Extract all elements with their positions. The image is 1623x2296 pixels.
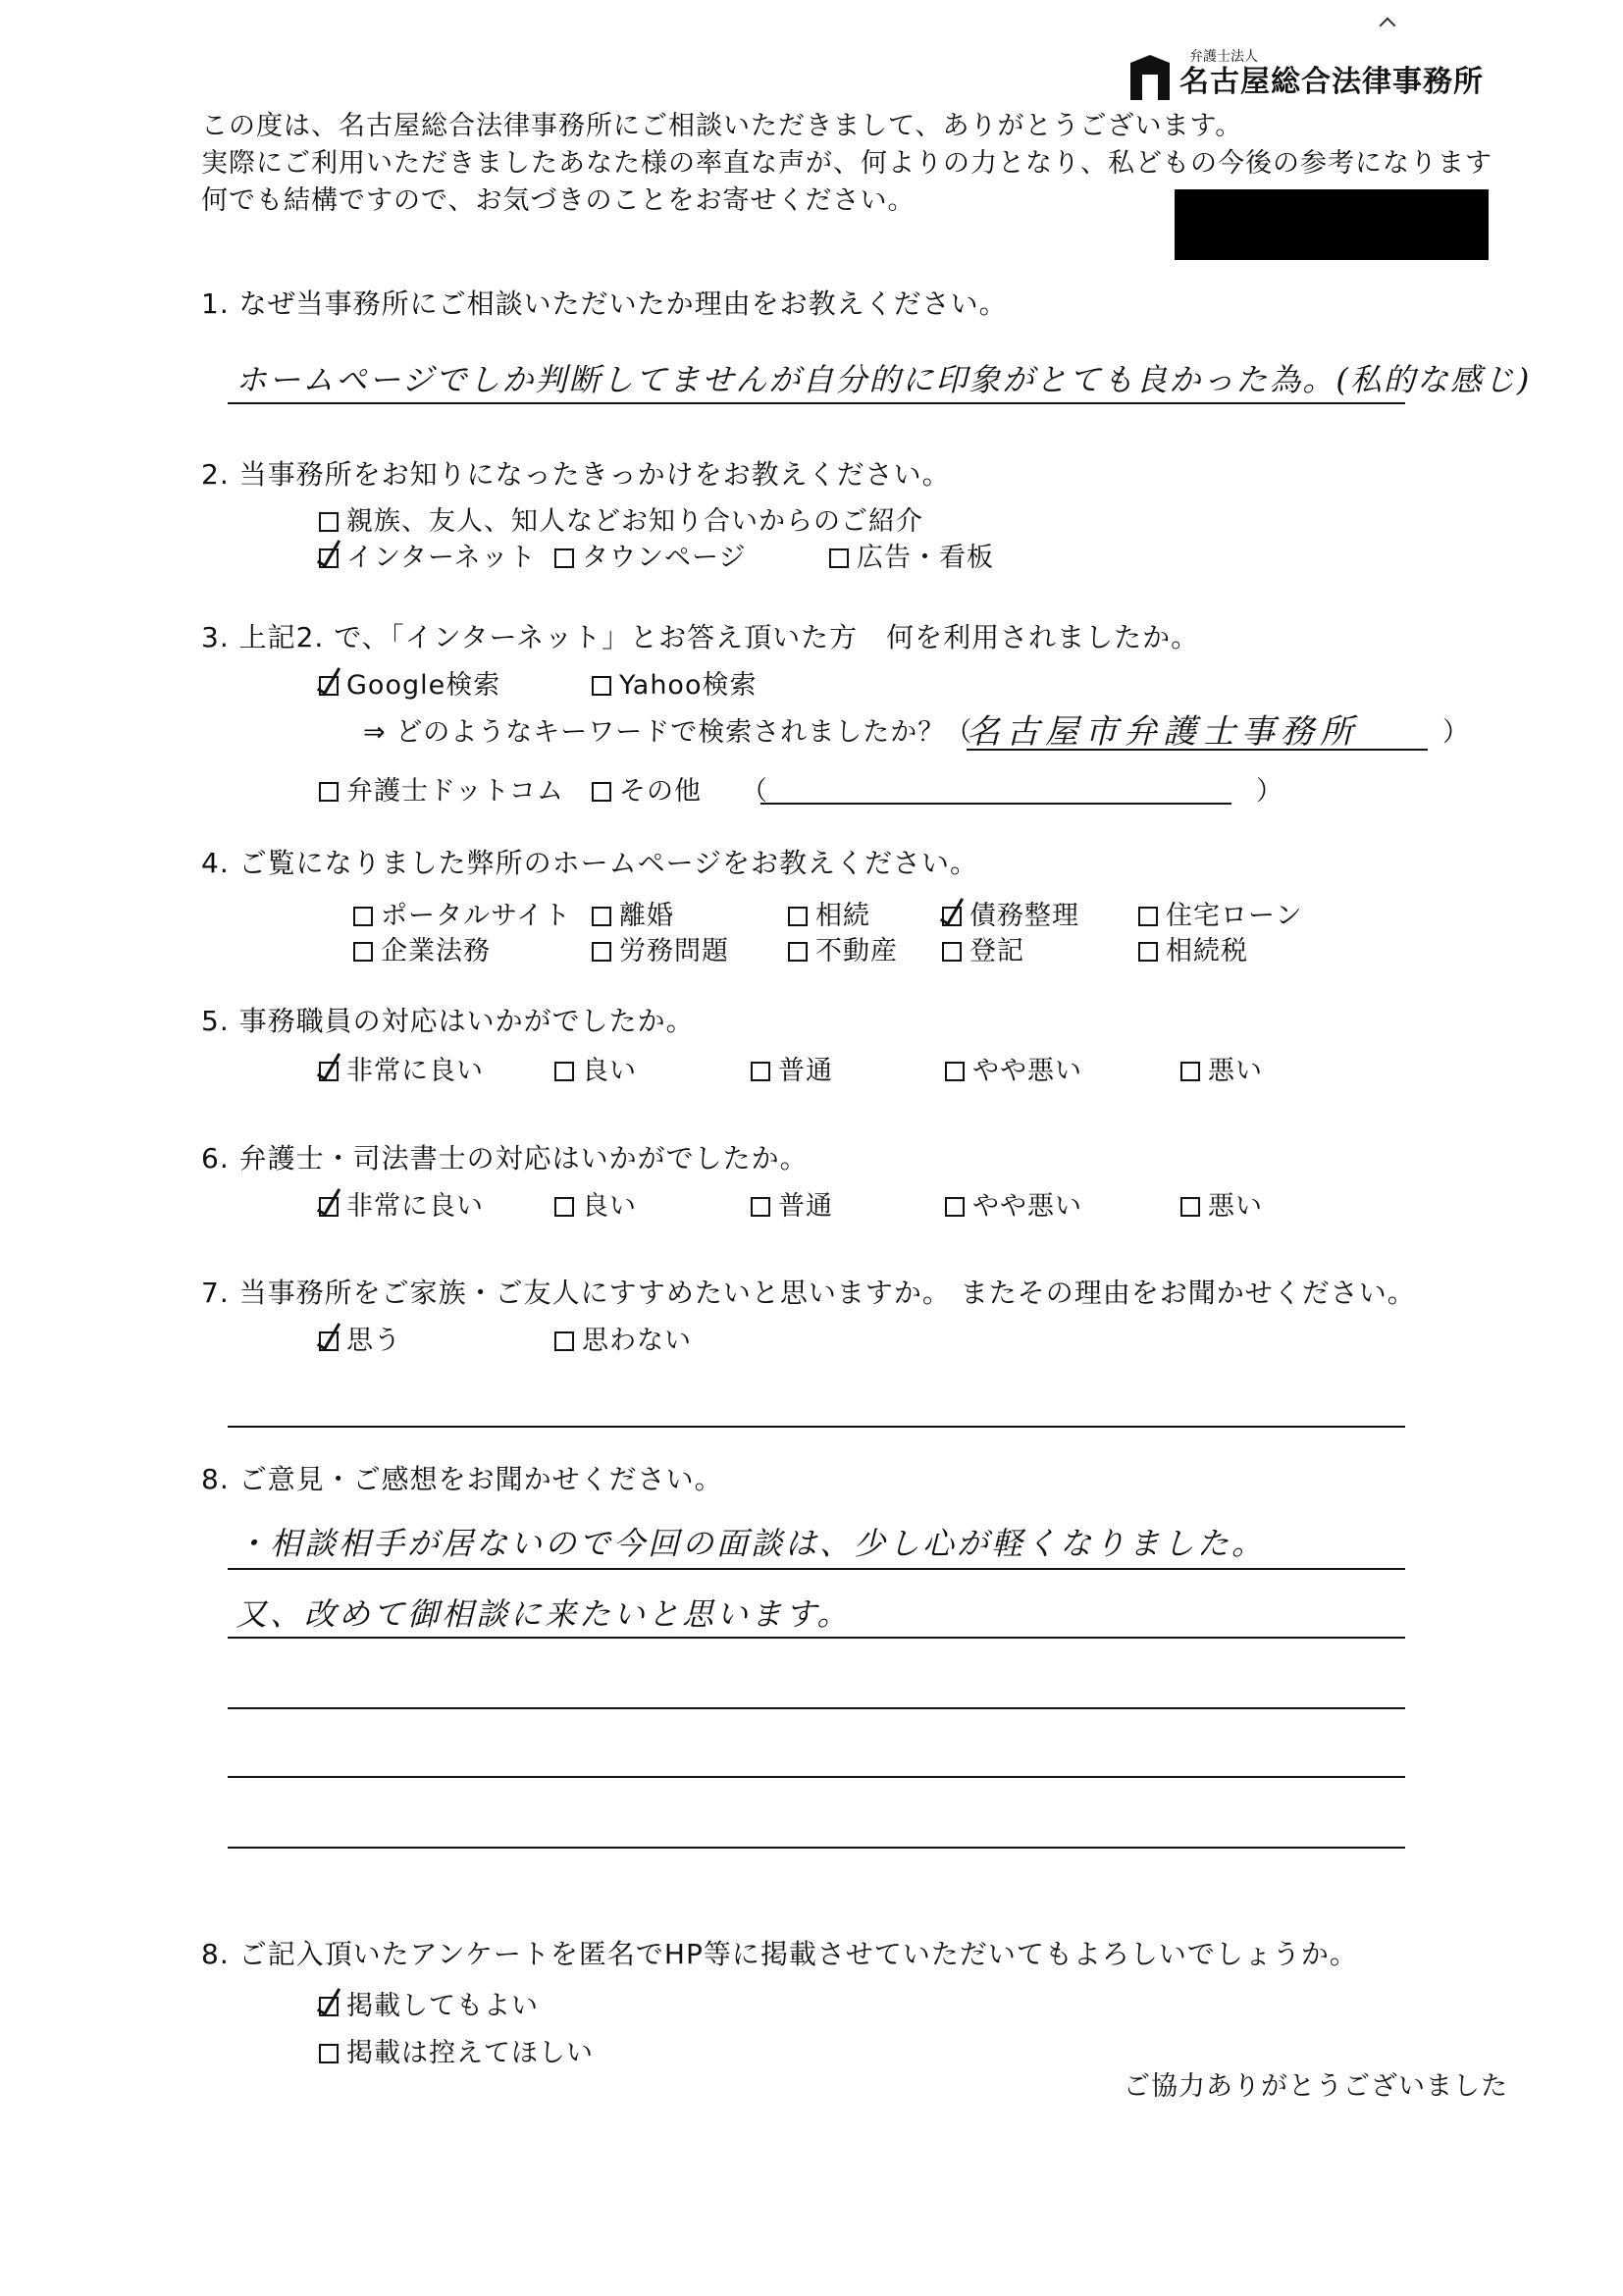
option-label: 債務整理: [969, 901, 1079, 931]
option-label: タウンページ: [582, 543, 747, 573]
q1-question: 1. なぜ当事務所にご相談いただいたか理由をお教えください。: [201, 287, 1008, 320]
option-label: 良い: [582, 1056, 637, 1086]
q8-line-1: [228, 1568, 1405, 1570]
q8-answer-line-1: ・相談相手が居ないので今回の面談は、少し心が軽くなりました。: [236, 1525, 1267, 1562]
checkbox[interactable]: [554, 548, 574, 568]
q5-option-bad[interactable]: [1180, 1055, 1263, 1088]
option-label: 掲載してもよい: [346, 1991, 539, 2021]
q4-option-registry[interactable]: [942, 935, 1024, 968]
checkbox[interactable]: [829, 548, 849, 568]
q5-option-normal[interactable]: [751, 1055, 833, 1088]
q9-question: 8. ご記入頂いたアンケートを匿名でHP等に掲載させていただいてもよろしいでしょうか。: [201, 1938, 1358, 1970]
option-label: 広告・看板: [857, 543, 994, 573]
redaction-box: [1175, 189, 1489, 260]
q2-option-referral[interactable]: [319, 505, 923, 539]
checkbox[interactable]: [592, 942, 611, 962]
q4-option-debt[interactable]: [942, 900, 1079, 933]
checkbox[interactable]: [942, 942, 962, 962]
checkbox[interactable]: [554, 1197, 574, 1217]
q5-option-very-good[interactable]: [319, 1055, 484, 1088]
intro-line-1: この度は、名古屋総合法律事務所にご相談いただきまして、ありがとうございます。: [201, 111, 1243, 141]
q7-question: 7. 当事務所をご家族・ご友人にすすめたいと思いますか。 またその理由をお聞かせください。: [201, 1277, 1416, 1309]
q3-keyword-answer[interactable]: 名古屋市弁護士事務所: [967, 712, 1359, 752]
option-label: ポータルサイト: [381, 901, 572, 931]
q8-answer-line-2: 又、改めて御相談に来たいと思います。: [236, 1595, 852, 1633]
q9-option-allow[interactable]: [319, 1990, 539, 2023]
q4-option-divorce[interactable]: [592, 900, 674, 933]
q3-option-yahoo[interactable]: [592, 669, 757, 703]
q6-option-good[interactable]: [554, 1190, 637, 1224]
q5-option-somewhat-bad[interactable]: [945, 1055, 1082, 1088]
option-label: 悪い: [1208, 1191, 1263, 1222]
checkbox[interactable]: [1138, 942, 1158, 962]
q5-question: 5. 事務職員の対応はいかがでしたか。: [201, 1005, 695, 1037]
q4-option-portal[interactable]: [353, 900, 571, 933]
q6-option-normal[interactable]: [751, 1190, 833, 1224]
q7-option-no[interactable]: [554, 1325, 692, 1358]
q3-other-close: ）: [1256, 776, 1283, 807]
intro-line-2: 実際にご利用いただきましたあなた様の率直な声が、何よりの力となり、私どもの今後の参考になります: [201, 148, 1492, 179]
q3-option-google[interactable]: [319, 669, 500, 703]
option-label: 住宅ローン: [1166, 901, 1303, 931]
q3-option-bengoshi[interactable]: [319, 775, 564, 809]
q3-question: 3. 上記2. で、「インターネット」とお答え頂いた方 何を利用されましたか。: [201, 621, 1200, 653]
option-label: Google検索: [346, 670, 501, 701]
checkbox-checked[interactable]: [942, 907, 962, 926]
q8-line-4[interactable]: [228, 1776, 1405, 1778]
option-label: 弁護士ドットコム: [346, 776, 564, 807]
q4-option-inheritance-tax[interactable]: [1138, 935, 1248, 968]
q2-option-internet[interactable]: [319, 542, 537, 575]
q4-option-labor[interactable]: [592, 935, 729, 968]
checkbox[interactable]: [353, 942, 373, 962]
q2-option-townpage[interactable]: [554, 542, 746, 575]
q6-question: 6. 弁護士・司法書士の対応はいかがでしたか。: [201, 1142, 809, 1174]
q8-line-5[interactable]: [228, 1847, 1405, 1849]
checkbox[interactable]: [1180, 1062, 1200, 1081]
checkbox[interactable]: [319, 782, 339, 802]
option-label: インターネット: [346, 543, 537, 573]
option-label: その他: [619, 776, 702, 807]
checkbox[interactable]: [945, 1062, 965, 1081]
q7-reason-line[interactable]: [228, 1426, 1405, 1428]
checkbox-checked[interactable]: [319, 1197, 339, 1217]
building-icon: [1128, 53, 1172, 102]
option-label: Yahoo検索: [619, 670, 758, 701]
option-label: 非常に良い: [346, 1191, 484, 1222]
checkbox[interactable]: [319, 512, 339, 532]
checkbox[interactable]: [788, 907, 808, 926]
option-label: 悪い: [1208, 1056, 1263, 1086]
checkbox[interactable]: [353, 907, 373, 926]
q4-option-inheritance[interactable]: [788, 900, 870, 933]
q7-option-yes[interactable]: [319, 1325, 401, 1358]
option-label: 思う: [346, 1326, 401, 1356]
q4-option-realestate[interactable]: [788, 935, 898, 968]
q3-keyword-line: [967, 749, 1428, 751]
checkbox[interactable]: [554, 1062, 574, 1081]
checkbox[interactable]: [751, 1062, 770, 1081]
corner-mark: [1380, 18, 1396, 34]
q2-option-ads[interactable]: [829, 542, 994, 575]
checkbox-checked[interactable]: [319, 1062, 339, 1081]
q3-other-line[interactable]: [760, 803, 1231, 805]
checkbox-checked[interactable]: [319, 1997, 339, 2016]
option-label: 思わない: [582, 1326, 692, 1356]
checkbox[interactable]: [788, 942, 808, 962]
option-label: 登記: [969, 936, 1024, 966]
q3-other-open: （: [741, 776, 768, 807]
checkbox[interactable]: [319, 2044, 339, 2063]
option-label: やや悪い: [972, 1056, 1082, 1086]
option-label: 掲載は控えてほしい: [346, 2038, 594, 2068]
q3-keyword-prompt: ⇒ どのようなキーワードで検索されましたか？（: [363, 717, 973, 748]
option-label: 良い: [582, 1191, 637, 1222]
checkbox-checked[interactable]: [319, 548, 339, 568]
logo-name: 名古屋総合法律事務所: [1179, 65, 1484, 99]
q5-option-good[interactable]: [554, 1055, 637, 1088]
checkbox[interactable]: [945, 1197, 965, 1217]
option-label: 労務問題: [619, 936, 729, 966]
q8-question: 8. ご意見・ご感想をお聞かせください。: [201, 1463, 723, 1495]
q6-option-somewhat-bad[interactable]: [945, 1190, 1082, 1224]
checkbox[interactable]: [1138, 907, 1158, 926]
checkbox[interactable]: [592, 782, 611, 802]
option-label: 普通: [778, 1191, 833, 1222]
option-label: 相続: [815, 901, 870, 931]
q4-question: 4. ご覧になりました弊所のホームページをお教えください。: [201, 847, 979, 879]
q6-option-bad[interactable]: [1180, 1190, 1263, 1224]
option-label: 企業法務: [381, 936, 491, 966]
option-label: やや悪い: [972, 1191, 1082, 1222]
option-label: 非常に良い: [346, 1056, 484, 1086]
checkbox[interactable]: [592, 676, 611, 696]
option-label: 親族、友人、知人などお知り合いからのご紹介: [346, 506, 923, 537]
q4-option-corporate[interactable]: [353, 935, 491, 968]
option-label: 相続税: [1166, 936, 1248, 966]
checkbox[interactable]: [751, 1197, 770, 1217]
q8-line-2: [228, 1637, 1405, 1639]
checkbox[interactable]: [1180, 1197, 1200, 1217]
option-label: 普通: [778, 1056, 833, 1086]
q9-option-decline[interactable]: [319, 2037, 594, 2070]
checkbox-checked[interactable]: [319, 676, 339, 696]
option-label: 離婚: [619, 901, 674, 931]
q3-keyword-close: ）: [1442, 717, 1470, 748]
q1-answer-line: [228, 402, 1405, 404]
checkbox-checked[interactable]: [319, 1331, 339, 1351]
q6-option-very-good[interactable]: [319, 1190, 484, 1224]
firm-logo: [1128, 49, 1482, 104]
q8-line-3[interactable]: [228, 1707, 1405, 1709]
checkbox[interactable]: [592, 907, 611, 926]
q1-answer: ホームページでしか判断してませんが自分的に印象がとても良かった為。(私的な感じ): [236, 361, 1532, 398]
q4-option-mortgage[interactable]: [1138, 900, 1302, 933]
logo-subtitle: 弁護士法人: [1189, 49, 1258, 65]
closing-text: ご協力ありがとうございました: [1124, 2071, 1508, 2102]
q3-option-other[interactable]: [592, 775, 702, 809]
intro-line-3: 何でも結構ですので、お気づきのことをお寄せください。: [201, 185, 916, 216]
option-label: 不動産: [815, 936, 898, 966]
checkbox[interactable]: [554, 1331, 574, 1351]
q2-question: 2. 当事務所をお知りになったきっかけをお教えください。: [201, 458, 951, 491]
